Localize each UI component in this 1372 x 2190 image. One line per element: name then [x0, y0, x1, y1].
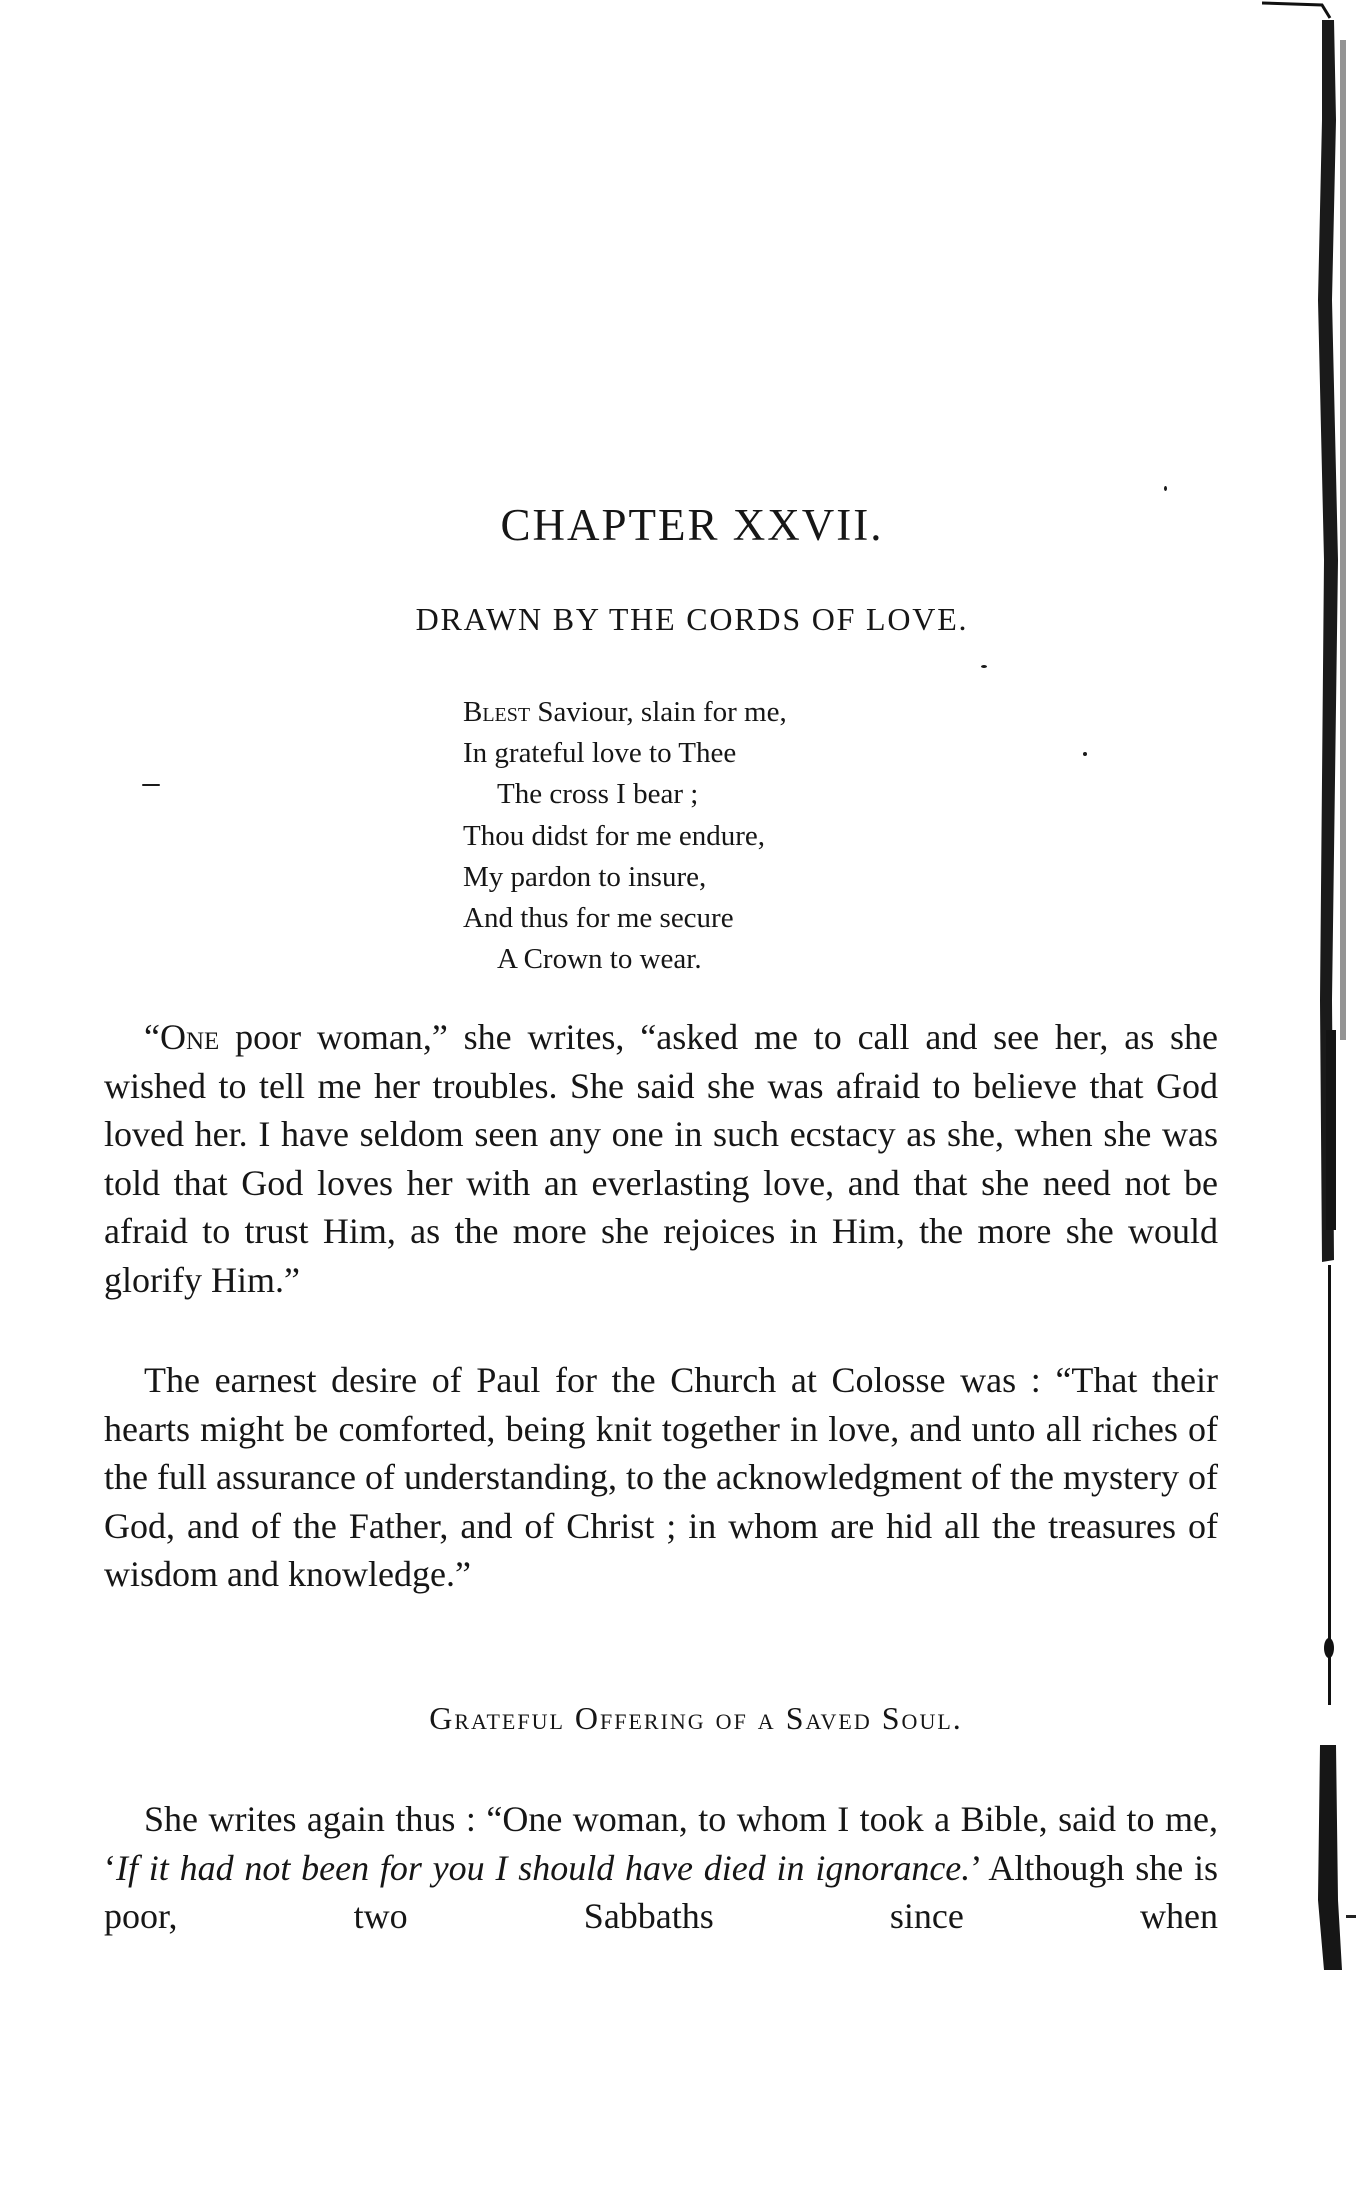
print-speck [1083, 752, 1087, 756]
paragraph-body: She writes again thus : “One woman, to whom I took a Bible, said to me, ‘ [104, 1799, 1218, 1888]
paragraph-text: The earnest desire of Paul for the Church at Colosse was : “That their hearts might be comforted, being knit together in love, and unto all riches of the full assurance of understanding, to the acknowledgment of the mystery of God, and of the Father, and of Christ ; in whom are hid all the treasures of wisdom and knowledge.” [104, 1360, 1218, 1595]
body-paragraph-3 [104, 1795, 1218, 1941]
paragraph-body: ’ Although she is poor, two Sabbaths since when [104, 1847, 1218, 1937]
paragraph-text [104, 1795, 1218, 1941]
chapter-title: DRAWN BY THE CORDS OF LOVE. [415, 601, 969, 637]
poem-lead-word: Blest [463, 696, 531, 728]
poem-line: The cross I bear ; [497, 778, 699, 811]
print-speck [981, 665, 987, 668]
paragraph-lead-word: One [159, 1017, 220, 1057]
italic-quote: If it had not been for you I should have died in ignorance. [116, 1847, 971, 1888]
poem-line: Thou didst for me endure, [463, 819, 766, 852]
body-paragraph-1 [104, 1013, 1218, 1305]
poem-line: In grateful love to Thee [463, 737, 737, 770]
paragraph-text [104, 1013, 1218, 1305]
paragraph-body: poor woman,” she writes, “asked me to call and see her, as she wished to tell me her troubles. She said she was afraid to believe that God loved her. I have seldom seen any one in such ecstacy as she, when she was told that God loves her with an everlasting love, and that she need not be afraid to trust Him, as the more she rejoices in Him, the more she would glorify Him.” [104, 1017, 1218, 1300]
print-speck [142, 784, 160, 786]
section-heading: Grateful Offering of a Saved Soul. [429, 1700, 963, 1736]
poem-line: My pardon to insure, [463, 860, 707, 893]
open-quote: “ [144, 1017, 160, 1057]
epigraph-poem [463, 692, 963, 980]
print-speck [1164, 486, 1167, 491]
binding-edge-shadow [1262, 0, 1372, 2190]
poem-line [463, 692, 963, 733]
poem-line: A Crown to wear. [497, 943, 702, 976]
poem-line-text: Saviour, slain for me, [530, 696, 787, 728]
body-paragraph-2 [104, 1356, 1218, 1599]
poem-line: And thus for me secure [463, 902, 734, 935]
chapter-heading: CHAPTER XXVII. [500, 500, 884, 550]
